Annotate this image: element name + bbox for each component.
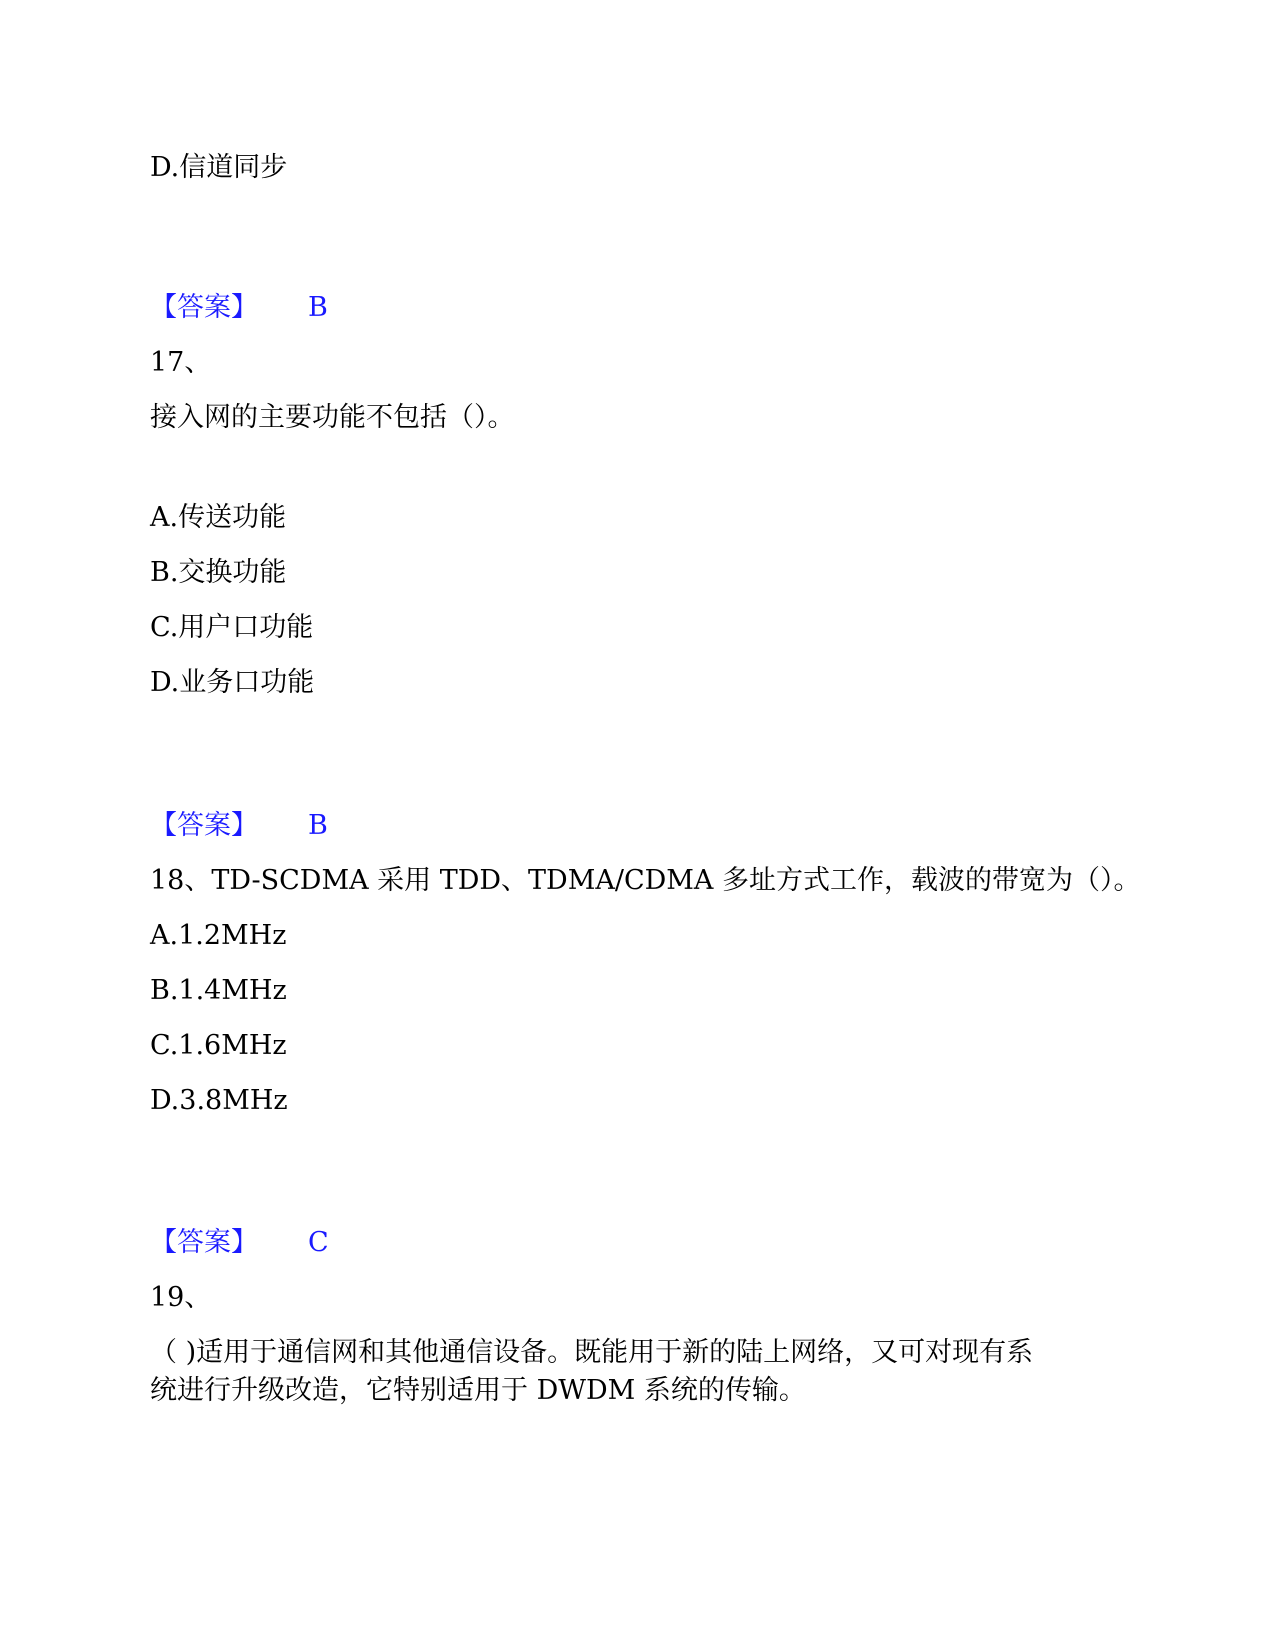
q17-option-b: B.交换功能 <box>150 557 287 588</box>
answer-value: B <box>308 810 328 841</box>
q17-option-a: A.传送功能 <box>150 502 287 533</box>
q18-option-a: A.1.2MHz <box>150 920 287 951</box>
q16-option-d: D.信道同步 <box>150 152 288 183</box>
answer-label: 【答案】 <box>150 1227 258 1258</box>
q17-option-c: C.用户口功能 <box>150 612 314 643</box>
q17-answer <box>150 808 328 844</box>
q18-option-c: C.1.6MHz <box>150 1030 287 1061</box>
q17-stem: 接入网的主要功能不包括（）。 <box>150 402 515 433</box>
q18-stem: 18、TD-SCDMA 采用 TDD、TDMA/CDMA 多址方式工作，载波的带宽为（）。 <box>150 865 1141 896</box>
q17-number: 17、 <box>150 347 212 378</box>
q18-option-b: B.1.4MHz <box>150 975 287 1006</box>
q17-option-d: D.业务口功能 <box>150 667 315 698</box>
answer-label: 【答案】 <box>150 810 258 841</box>
q19-stem-line1: （ )适用于通信网和其他通信设备。既能用于新的陆上网络，又可对现有系 <box>150 1337 1034 1368</box>
q18-option-d: D.3.8MHz <box>150 1085 288 1116</box>
answer-value: B <box>308 292 328 323</box>
answer-value: C <box>308 1227 329 1258</box>
q18-answer <box>150 1225 329 1261</box>
answer-label: 【答案】 <box>150 292 258 323</box>
q19-stem-line2: 统进行升级改造，它特别适用于 DWDM 系统的传输。 <box>150 1375 806 1406</box>
q16-answer <box>150 290 328 326</box>
q19-number: 19、 <box>150 1282 212 1313</box>
